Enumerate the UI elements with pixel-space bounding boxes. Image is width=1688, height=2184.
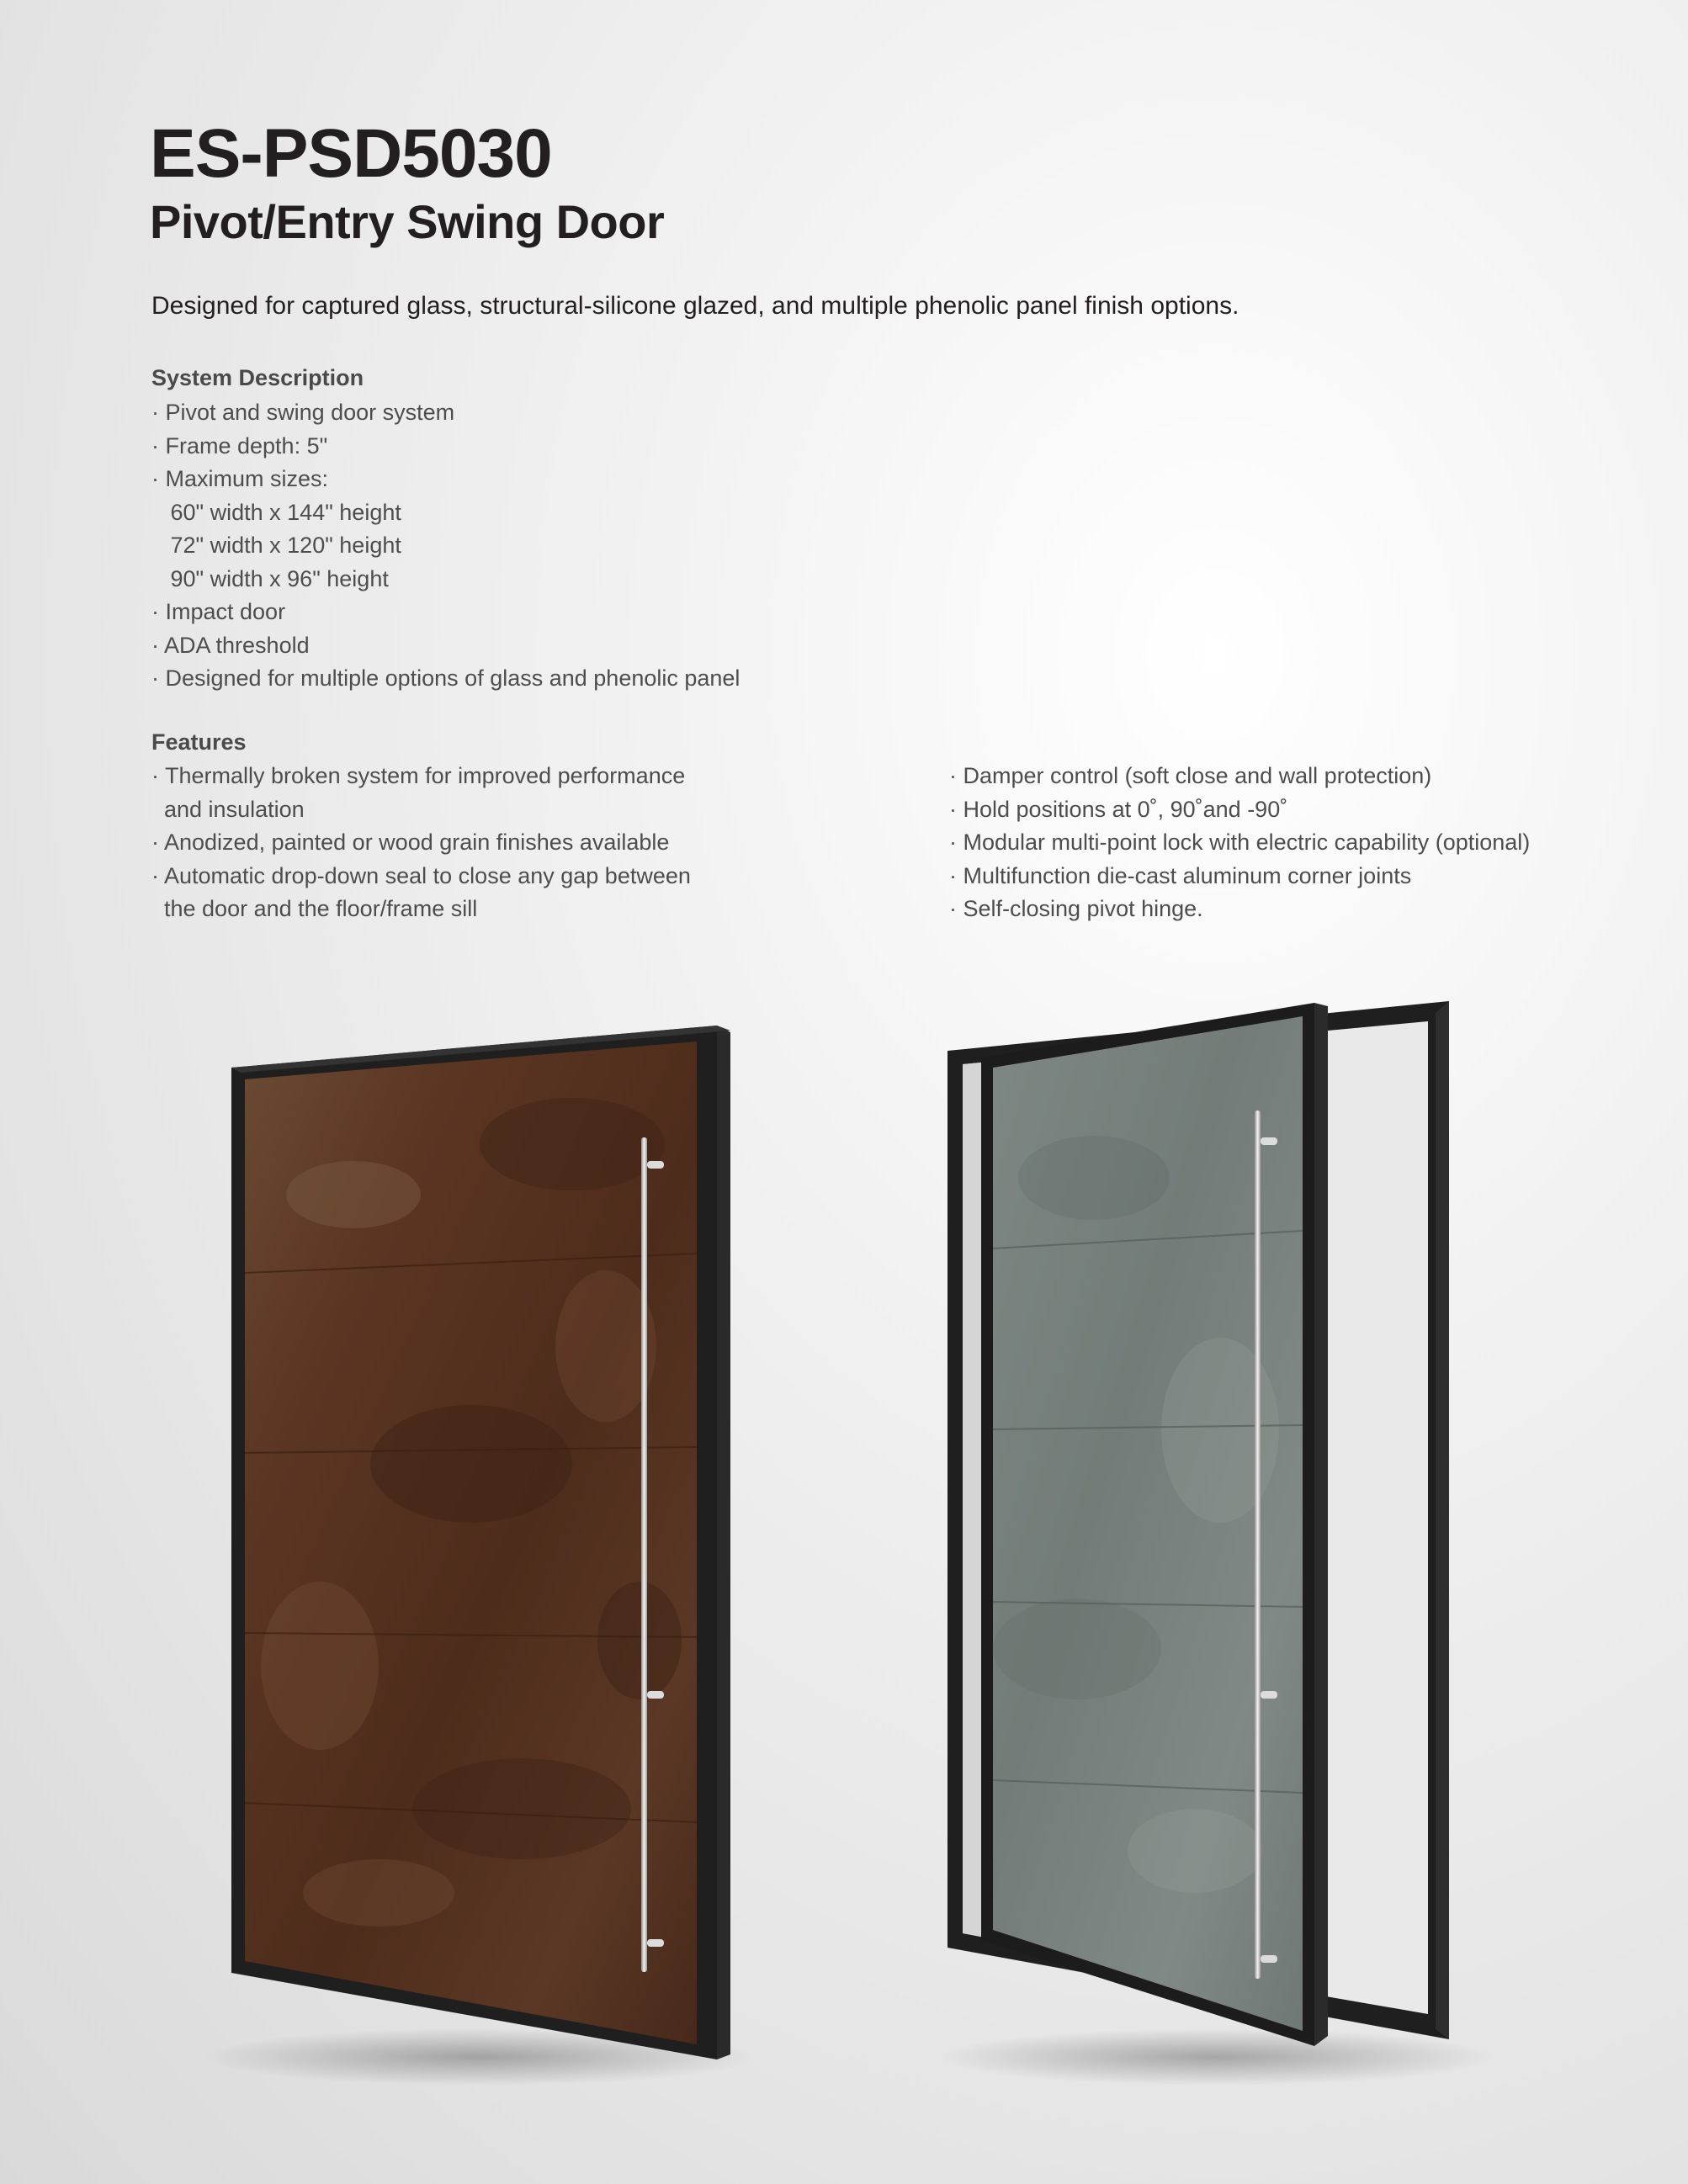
- features-list-left: [151, 760, 691, 926]
- right-door-shadow: [938, 2028, 1494, 2086]
- right-door-handle: [1255, 1111, 1261, 1979]
- list-item: · Automatic drop-down seal to close any gap between: [151, 862, 691, 888]
- list-item: · Thermally broken system for improved performance: [151, 763, 686, 788]
- list-item: · Impact door: [151, 599, 286, 624]
- right-door: [948, 1001, 1449, 2046]
- right-door-frame: [948, 1001, 1449, 2039]
- list-item: · Modular multi-point lock with electric capability (optional): [949, 830, 1531, 855]
- left-door-shadow: [202, 2028, 757, 2086]
- left-door-frame: [231, 1026, 717, 2059]
- list-item: · Frame depth: 5": [151, 432, 328, 459]
- left-door: [231, 1026, 730, 2059]
- list-item: 72" width x 120" height: [151, 533, 401, 558]
- list-item: · Pivot and swing door system: [151, 400, 455, 425]
- left-door-handle: [641, 1137, 647, 1972]
- features-list-right: [949, 760, 1530, 926]
- list-item: · Anodized, painted or wood grain finishes available: [151, 830, 670, 855]
- list-item: · ADA threshold: [151, 632, 310, 658]
- list-item: 60" width x 144" height: [151, 499, 401, 525]
- list-item: · Self-closing pivot hinge.: [949, 896, 1203, 921]
- list-item: · Designed for multiple options of glass and phenolic panel: [151, 665, 740, 691]
- model-number: ES-PSD5030: [150, 115, 552, 192]
- list-item: 90" width x 96" height: [151, 565, 389, 591]
- features-title: Features: [151, 729, 247, 755]
- list-item: · Damper control (soft close and wall protection): [949, 763, 1432, 788]
- system-description-list: [151, 396, 740, 696]
- list-item: · Multifunction die-cast aluminum corner joints: [949, 862, 1412, 888]
- list-item: and insulation: [151, 796, 305, 822]
- list-item: the door and the floor/frame sill: [151, 896, 478, 921]
- right-door-panel: [993, 1016, 1303, 2031]
- product-name: Pivot/Entry Swing Door: [150, 195, 665, 248]
- list-item: · Maximum sizes:: [151, 466, 329, 491]
- system-description-title: System Description: [151, 365, 364, 390]
- intro-text: Designed for captured glass, structural-silicone glazed, and multiple phenolic panel finish options.: [151, 292, 1239, 320]
- list-item: · Hold positions at 0˚, 90˚and -90˚: [949, 796, 1288, 822]
- left-door-panel: [245, 1042, 697, 2044]
